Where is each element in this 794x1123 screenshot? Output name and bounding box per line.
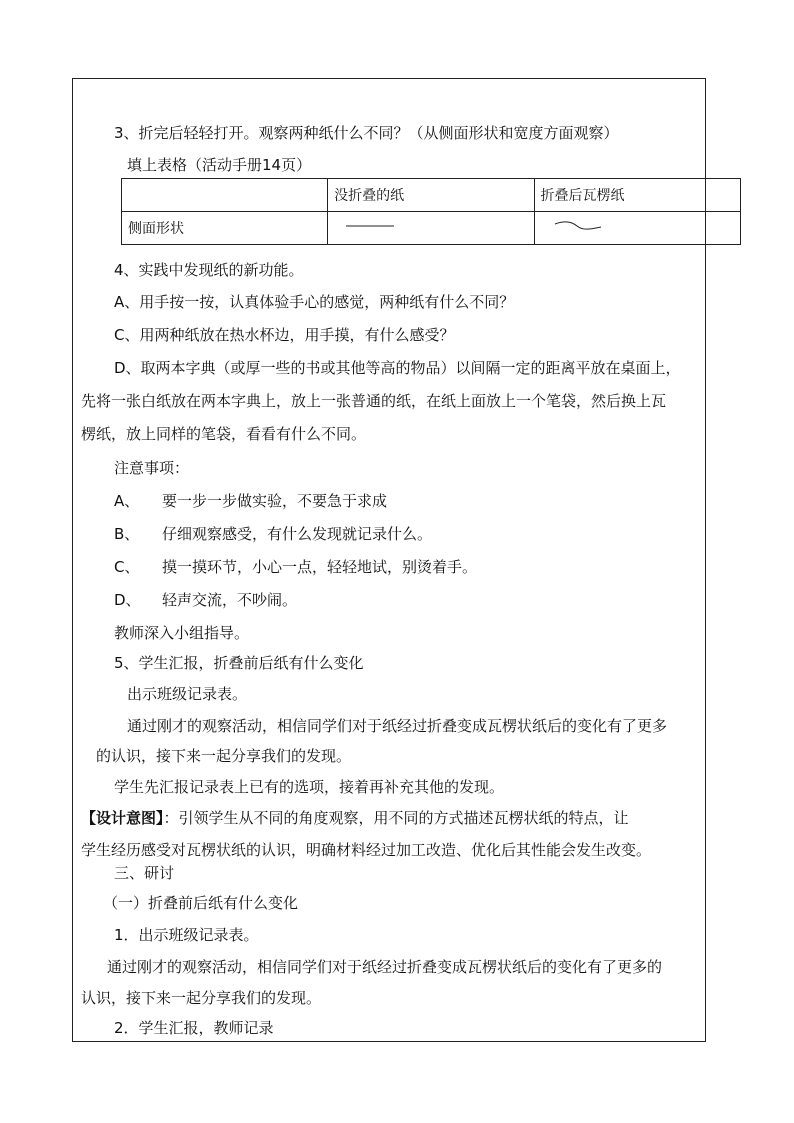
research-step1: 1．出示班级记录表。 [114, 926, 259, 944]
step4-item-c: C、用两种纸放在热水杯边，用手摸，有什么感受？ [114, 326, 455, 344]
note-label: B、 [114, 525, 140, 543]
research-paragraph-line2: 认识，接下来一起分享我们的发现。 [81, 989, 322, 1007]
step4-item-a: A、用手按一按，认真体验手心的感觉，两种纸有什么不同？ [114, 293, 515, 311]
step4-item-d-line2: 先将一张白纸放在两本字典上，放上一张普通的纸，在纸上面放上一个笔袋，然后换上瓦 [81, 392, 667, 410]
note-text: 仔细观察感受，有什么发现就记录什么。 [162, 525, 433, 543]
wavy-line-sketch [541, 219, 611, 233]
note-text: 摸一摸环节，小心一点，轻轻地试，别烫着手。 [162, 558, 478, 576]
note-label: A、 [114, 492, 140, 510]
note-text: 轻声交流，不吵闹。 [162, 591, 298, 609]
step4-item-d-line3: 楞纸，放上同样的笔袋，看看有什么不同。 [81, 425, 367, 443]
note-item [114, 590, 297, 610]
step5-paragraph-line2: 的认识，接下来一起分享我们的发现。 [96, 747, 352, 765]
step4-item-d-line1: D、取两本字典（或厚一些的书或其他等高的物品）以间隔一定的距离平放在桌面上， [114, 359, 681, 377]
step5-paragraph-3: 学生先汇报记录表上已有的选项，接着再补充其他的发现。 [114, 778, 505, 796]
corrugated-paper-shape-cell [534, 212, 740, 245]
flat-paper-shape-cell [328, 212, 534, 245]
research-heading: 三、研讨 [114, 864, 175, 882]
step5-paragraph-line1: 通过刚才的观察活动，相信同学们对于纸经过折叠变成瓦楞状纸后的变化有了更多 [127, 717, 668, 735]
step5-title: 5、学生汇报，折叠前后纸有什么变化 [114, 654, 364, 672]
design-intent-text: ：引领学生从不同的角度观察，用不同的方式描述瓦楞状纸的特点，让 [163, 809, 629, 827]
note-item [114, 491, 387, 511]
fill-table-note: 填上表格（活动手册14页） [127, 156, 312, 174]
flat-line-sketch [334, 220, 394, 232]
note-text: 要一步一步做实验，不要急于求成 [162, 492, 388, 510]
table-header-row [122, 179, 741, 212]
table-row [122, 212, 741, 245]
step4-title: 4、实践中发现纸的新功能。 [114, 261, 304, 279]
table-header-cell: 没折叠的纸 [328, 179, 534, 212]
row-label: 侧面形状 [122, 212, 328, 245]
note-label: C、 [114, 558, 140, 576]
research-paragraph-line1: 通过刚才的观察活动，相信同学们对于纸经过折叠变成瓦楞状纸后的变化有了更多的 [107, 958, 663, 976]
table-header-cell: 折叠后瓦楞纸 [534, 179, 740, 212]
notes-title: 注意事项： [114, 459, 190, 477]
design-intent-label: 【设计意图】 [81, 809, 164, 827]
design-intent-line2: 学生经历感受对瓦楞状纸的认识，明确材料经过加工改造、优化后其性能会发生改变。 [81, 841, 652, 859]
note-item [114, 557, 477, 577]
design-intent-line1 [81, 808, 629, 828]
note-item [114, 524, 432, 544]
teacher-guide: 教师深入小组指导。 [114, 624, 250, 642]
research-step2: 2．学生汇报，教师记录 [114, 1019, 274, 1037]
table-header-cell [122, 179, 328, 212]
comparison-table [121, 178, 741, 245]
note-label: D、 [114, 591, 141, 609]
step3-title: 3、折完后轻轻打开。观察两种纸什么不同？（从侧面形状和宽度方面观察） [114, 124, 619, 142]
research-subheading: （一）折叠前后纸有什么变化 [103, 894, 299, 912]
step5-show-record: 出示班级记录表。 [127, 685, 248, 703]
